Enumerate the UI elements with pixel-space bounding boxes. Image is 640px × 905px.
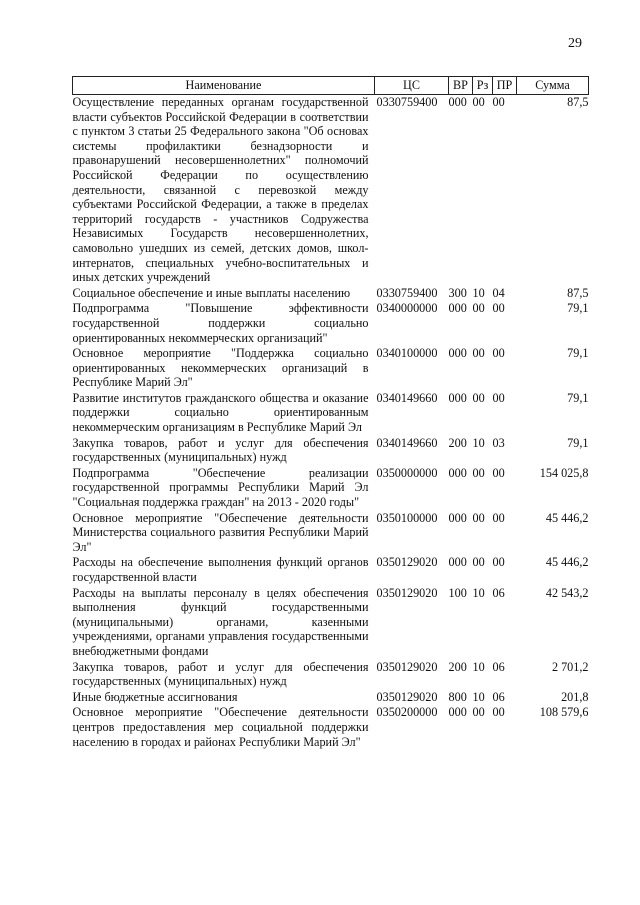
row-rz-code: 10 [472, 585, 485, 600]
row-rz-code: 00 [472, 465, 485, 480]
row-name: Иные бюджетные ассигнования [72, 689, 238, 704]
table-row [73, 705, 589, 750]
row-vr-code: 000 [448, 301, 467, 316]
row-sum: 87,5 [567, 95, 589, 109]
row-vr-code: 200 [448, 435, 467, 450]
row-vr-code: 000 [448, 555, 467, 570]
table-row [73, 286, 589, 302]
row-name: Развитие институтов гражданского общества и оказание поддержки социально ориентированным некоммерческим организациям в Республике Марий Эл [72, 390, 369, 435]
row-vr-code: 300 [448, 285, 467, 300]
table-row [73, 391, 589, 436]
row-rz-code: 00 [472, 95, 485, 109]
row-rz-code: 00 [472, 390, 485, 405]
row-cs-code: 0350000000 [376, 465, 438, 480]
table-row [73, 346, 589, 391]
row-sum: 79,1 [567, 435, 589, 450]
row-pr-code: 00 [492, 555, 505, 570]
row-vr-code: 000 [448, 705, 467, 720]
row-rz-code: 00 [472, 510, 485, 525]
table-row [73, 555, 589, 585]
table-row [73, 660, 589, 690]
row-vr-code: 800 [448, 689, 467, 704]
row-cs-code: 0350129020 [376, 555, 438, 570]
header-sum: Сумма [517, 77, 589, 95]
row-vr-code: 100 [448, 585, 467, 600]
row-pr-code: 06 [492, 585, 505, 600]
row-rz-code: 10 [472, 435, 485, 450]
row-vr-code: 000 [448, 390, 467, 405]
row-cs-code: 0350200000 [376, 705, 438, 720]
row-pr-code: 00 [492, 95, 505, 109]
table-body [73, 95, 589, 751]
row-name: Подпрограмма "Обеспечение реализации государственной программы Республики Марий Эл "Социальная поддержка граждан" на 2013 - 2020 годы" [72, 465, 369, 510]
row-vr-code: 000 [448, 465, 467, 480]
row-name: Социальное обеспечение и иные выплаты населению [72, 285, 351, 300]
row-cs-code: 0330759400 [376, 285, 438, 300]
row-pr-code: 00 [492, 705, 505, 720]
row-cs-code: 0350129020 [376, 659, 438, 674]
table-row [73, 466, 589, 511]
row-sum: 154 025,8 [539, 465, 589, 480]
header-pr: ПР [493, 77, 517, 95]
row-pr-code: 03 [492, 435, 505, 450]
row-sum: 45 446,2 [545, 510, 589, 525]
row-sum: 201,8 [561, 689, 589, 704]
row-rz-code: 00 [472, 555, 485, 570]
row-cs-code: 0350129020 [376, 689, 438, 704]
row-cs-code: 0330759400 [376, 95, 438, 109]
row-vr-code: 000 [448, 510, 467, 525]
row-vr-code: 000 [448, 95, 467, 109]
row-rz-code: 10 [472, 285, 485, 300]
row-pr-code: 06 [492, 659, 505, 674]
row-cs-code: 0340000000 [376, 301, 438, 316]
row-pr-code: 00 [492, 301, 505, 316]
table-row [73, 301, 589, 346]
row-cs-code: 0340100000 [376, 346, 438, 361]
header-vr: ВР [449, 77, 473, 95]
header-cs: ЦС [375, 77, 449, 95]
row-pr-code: 00 [492, 390, 505, 405]
row-pr-code: 06 [492, 689, 505, 704]
row-name: Осуществление переданных органам государственной власти субъектов Российской Федерации в соответствии с пунктом 3 статьи 25 Федерального закона "Об основах системы профилактики безнадзорности и правонарушений несовершеннолетних" полномочий Российской Федерации по осуществлению деятельности, связанной с перевозкой между субъектами Российской Федерации, а также в пределах территорий государств - участников Содружества Независимых Государств несовершеннолетних, самовольно ушедших из семей, детских домов, школ-интернатов, специальных учебно-воспитательных и иных детских учреждений [72, 95, 369, 285]
row-sum: 79,1 [567, 301, 589, 316]
row-rz-code: 00 [472, 346, 485, 361]
row-pr-code: 04 [492, 285, 505, 300]
page-number: 29 [568, 36, 582, 51]
header-name: Наименование [73, 77, 375, 95]
budget-table [72, 76, 589, 750]
header-rz: Рз [473, 77, 493, 95]
row-vr-code: 200 [448, 659, 467, 674]
row-name: Расходы на обеспечение выполнения функций органов государственной власти [72, 555, 369, 584]
row-cs-code: 0340149660 [376, 435, 438, 450]
row-name: Основное мероприятие "Обеспечение деятельности центров предоставления мер социальной поддержки населению в городах и районах Республики Марий Эл" [72, 705, 369, 749]
table-row [73, 690, 589, 706]
row-sum: 2 701,2 [551, 659, 589, 674]
row-sum: 42 543,2 [545, 585, 589, 600]
row-name: Закупка товаров, работ и услуг для обеспечения государственных (муниципальных) нужд [72, 435, 369, 465]
row-name: Закупка товаров, работ и услуг для обеспечения государственных (муниципальных) нужд [72, 659, 369, 689]
row-name: Основное мероприятие "Поддержка социально ориентированных некоммерческих организаций в Республике Марий Эл" [72, 346, 369, 390]
row-rz-code: 00 [472, 705, 485, 720]
row-pr-code: 00 [492, 465, 505, 480]
row-name: Подпрограмма "Повышение эффективности государственной поддержки социально ориентированных некоммерческих организаций" [72, 301, 369, 345]
row-cs-code: 0340149660 [376, 390, 438, 405]
row-sum: 79,1 [567, 390, 589, 405]
row-sum: 108 579,6 [539, 705, 589, 720]
table-row [73, 436, 589, 466]
row-sum: 79,1 [567, 346, 589, 361]
row-sum: 87,5 [567, 285, 589, 300]
table-row [73, 586, 589, 660]
row-rz-code: 10 [472, 659, 485, 674]
row-cs-code: 0350129020 [376, 585, 438, 600]
row-rz-code: 10 [472, 689, 485, 704]
row-name: Основное мероприятие "Обеспечение деятельности Министерства социального развития Республики Марий Эл" [72, 510, 369, 554]
row-pr-code: 00 [492, 510, 505, 525]
table-header [73, 77, 589, 95]
row-name: Расходы на выплаты персоналу в целях обеспечения выполнения функций государственными (муниципальными) органами, казенными учреждениями, органами управления государственными внебюджетными фондами [72, 585, 369, 658]
table-row [73, 95, 589, 286]
row-sum: 45 446,2 [545, 555, 589, 570]
row-rz-code: 00 [472, 301, 485, 316]
row-cs-code: 0350100000 [376, 510, 438, 525]
table-row [73, 511, 589, 556]
row-vr-code: 000 [448, 346, 467, 361]
row-pr-code: 00 [492, 346, 505, 361]
